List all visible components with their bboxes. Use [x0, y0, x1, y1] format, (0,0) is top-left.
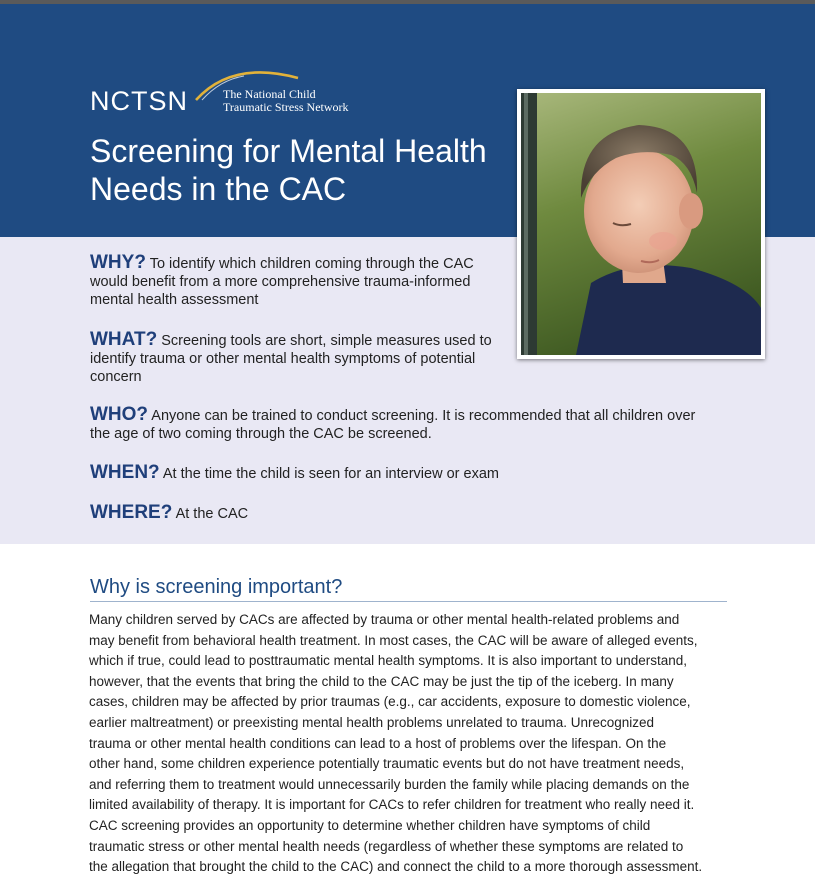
qa-why-label: WHY? — [90, 252, 146, 273]
qa-what-line2: identify trauma or other mental health symptoms of potential — [90, 351, 476, 367]
body-line: which if true, could lead to posttraumatic mental health symptoms. It is also important to understand, — [89, 653, 688, 669]
logo-org-line1: The National Child — [223, 87, 316, 101]
qa-what-line3: concern — [90, 369, 142, 385]
title-line2: Needs in the CAC — [90, 171, 347, 207]
section-divider — [90, 601, 727, 602]
qa-when-line1: At the time the child is seen for an interview or exam — [162, 466, 499, 482]
logo-org-name — [223, 88, 349, 114]
page-title — [90, 132, 520, 208]
qa-what-line1: Screening tools are short, simple measures used to — [161, 333, 492, 349]
body-line: CAC screening provides an opportunity to determine whether children have symptoms of child — [89, 817, 651, 833]
qa-who-line1: Anyone can be trained to conduct screening. It is recommended that all children over — [151, 408, 696, 424]
qa-why-line2: would benefit from a more comprehensive trauma-informed — [90, 274, 471, 290]
qa-why — [90, 254, 510, 309]
qa-why-line1: To identify which children coming through the CAC — [149, 256, 474, 272]
qa-when — [90, 464, 750, 483]
qa-what-label: WHAT? — [90, 329, 158, 350]
body-line: the allegation that brought the child to the CAC) and connect the child to a more thorough assessment. — [89, 859, 703, 875]
logo-wordmark: NCTSN — [90, 86, 188, 116]
logo-org-line2: Traumatic Stress Network — [223, 100, 349, 114]
qa-where-line1: At the CAC — [175, 506, 249, 522]
body-line: limited availability of therapy. It is important for CACs to refer children for treatment who really need it. — [89, 797, 695, 813]
section-heading: Why is screening important? — [90, 576, 343, 598]
qa-what — [90, 331, 520, 386]
child-photo-image — [521, 93, 761, 355]
body-line: traumatic stress or other mental health needs (regardless of whether these symptoms are related to — [89, 838, 684, 854]
qa-who-label: WHO? — [90, 404, 149, 425]
body-line: cases, children may be affected by prior traumas (e.g., car accidents, exposure to domestic violence, — [89, 694, 691, 710]
qa-who-line2: the age of two coming through the CAC be screened. — [90, 426, 432, 442]
nctsn-logo — [90, 66, 390, 116]
qa-when-label: WHEN? — [90, 462, 160, 483]
body-line: Many children served by CACs are affected by trauma or other mental health-related problems and — [89, 612, 680, 627]
body-line: trauma or other mental health conditions can lead to a host of problems over the lifespan. On the — [89, 735, 667, 751]
body-line: may benefit from behavioral health treatment. In most cases, the CAC will be aware of alleged events, — [89, 632, 698, 648]
title-line1: Screening for Mental Health — [90, 133, 487, 169]
qa-where-label: WHERE? — [90, 502, 173, 523]
qa-where — [90, 504, 750, 523]
child-photo — [517, 89, 765, 359]
body-line: however, that the events that bring the child to the CAC may be just the tip of the iceberg. In many — [89, 673, 674, 689]
section-body — [89, 610, 739, 878]
body-line: earlier maltreatment) or preexisting mental health problems unrelated to trauma. Unrecognized — [89, 714, 655, 730]
body-line: other hand, some children experience potentially traumatic events but do not have treatment needs, — [89, 756, 685, 772]
qa-why-line3: mental health assessment — [90, 292, 259, 308]
qa-who — [90, 406, 750, 443]
body-line: and referring them to treatment would unnecessarily burden the family while placing demands on the — [89, 776, 690, 792]
